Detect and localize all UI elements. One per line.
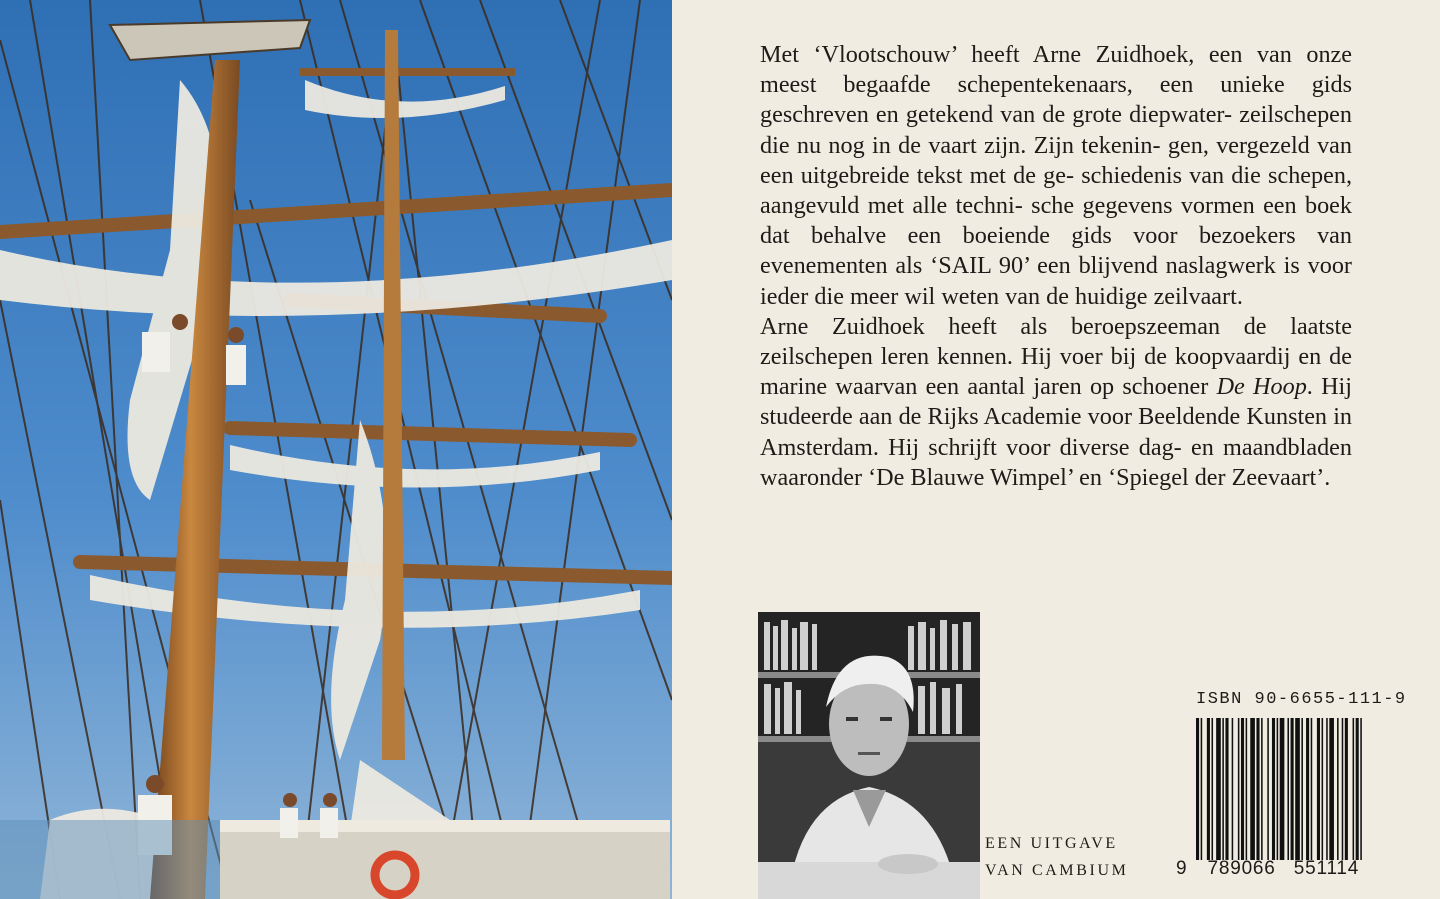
blurb-paragraph-1 [760,40,1352,312]
ship-rigging-photo [0,0,672,899]
barcode-bar [1256,718,1259,860]
blurb-line: schiedenis van die schepen, aangevuld met alle techni- [760,161,1353,220]
barcode-bar [1337,718,1339,860]
barcode-bar [1356,718,1359,860]
barcode-digits-left: 789066 [1207,858,1276,879]
barcode-bar [1222,718,1224,860]
barcode-bar [1306,718,1309,860]
barcode-bar [1301,718,1303,860]
blurb-line: Wimpel’ en ‘Spiegel der Zeevaart’. [989,463,1331,491]
barcode-icon [1196,718,1414,860]
blurb-line: diverse dag- en maandbladen waaronder ‘De Blauwe [760,433,1352,491]
barcode-bar [1212,718,1214,860]
barcode-bar [1329,718,1334,860]
barcode-bar [1287,718,1289,860]
tall-ship-rigging-icon [0,0,672,899]
blurb-line: boeiende gids voor bezoekers van evenementen als [760,222,1353,280]
blurb-line: ‘SAIL 90’ een blijvend naslagwerk is voor ieder die [760,252,1352,310]
barcode-bar [1311,718,1313,860]
blurb-line: meer wil weten van de huidige zeilvaart. [849,282,1243,310]
barcode-bar [1216,718,1221,860]
barcode-bar [1360,718,1362,860]
barcode-bar [1277,718,1279,860]
author-portrait-icon [758,612,980,899]
barcode-bar [1232,718,1234,860]
barcode-bar [1272,718,1275,860]
publisher-imprint [985,830,1128,884]
barcode-bar [1345,718,1348,860]
barcode-digits [1176,858,1359,880]
barcode-bar [1246,718,1248,860]
publisher-line: VAN CAMBIUM [985,862,1129,879]
blurb-line: Arne Zuidhoek heeft als beroepszeeman de laatste [760,312,1352,340]
blurb-line: gids geschreven en getekend van de grote diepwater- [760,71,1353,129]
barcode-bar [1261,718,1263,860]
author-photo [758,612,980,899]
barcode-bar [1241,718,1244,860]
barcode-bar [1353,718,1355,860]
isbn-label: ISBN 90-6655-111-9 [1196,690,1407,709]
blurb-line: gen, vergezeld van een uitgebreide tekst met de ge- [760,131,1353,189]
ship-name: Hoop [1253,373,1307,401]
blurb-line: sche gegevens vormen een boek dat behalve een [760,192,1353,250]
blurb-line: zeilschepen die nu nog in de vaart zijn. Zijn tekenin- [760,101,1353,159]
barcode-bar [1295,718,1300,860]
blurb-paragraph-2 [760,312,1352,493]
blurb-line: zeilschepen leren kennen. Hij voer bij de koopvaardij [760,343,1291,371]
barcode-bar [1201,718,1203,860]
barcode-bar [1322,718,1324,860]
blurb-text [760,40,1352,493]
blurb-line: . Hij studeerde aan de Rijks Academie voor [760,373,1352,431]
ship-name: De [1216,373,1245,401]
barcode-bar [1267,718,1269,860]
blurb-line: Met ‘Vlootschouw’ heeft Arne Zuidhoek, een van [760,41,1292,68]
blurb-line: en de marine waarvan een aantal jaren op schoener [760,343,1352,401]
barcode-bar [1225,718,1228,860]
barcode-bar [1326,718,1328,860]
barcode-bar [1250,718,1255,860]
barcode-bar [1196,718,1199,860]
blurb-line: onze meest begaafde schepentekenaars, een unieke [760,41,1353,99]
barcode-digits-right: 551114 [1293,858,1360,879]
barcode-bar [1317,718,1320,860]
barcode-bar [1238,718,1240,860]
barcode-bar [1342,718,1344,860]
barcode-bar [1207,718,1210,860]
publisher-line: EEN UITGAVE [985,835,1118,852]
barcode-digit-lead: 9 [1176,858,1188,879]
blurb-line: Beeldende Kunsten in Amsterdam. Hij schrijft voor [760,403,1353,461]
barcode-bar [1291,718,1294,860]
barcode-bar [1280,718,1285,860]
